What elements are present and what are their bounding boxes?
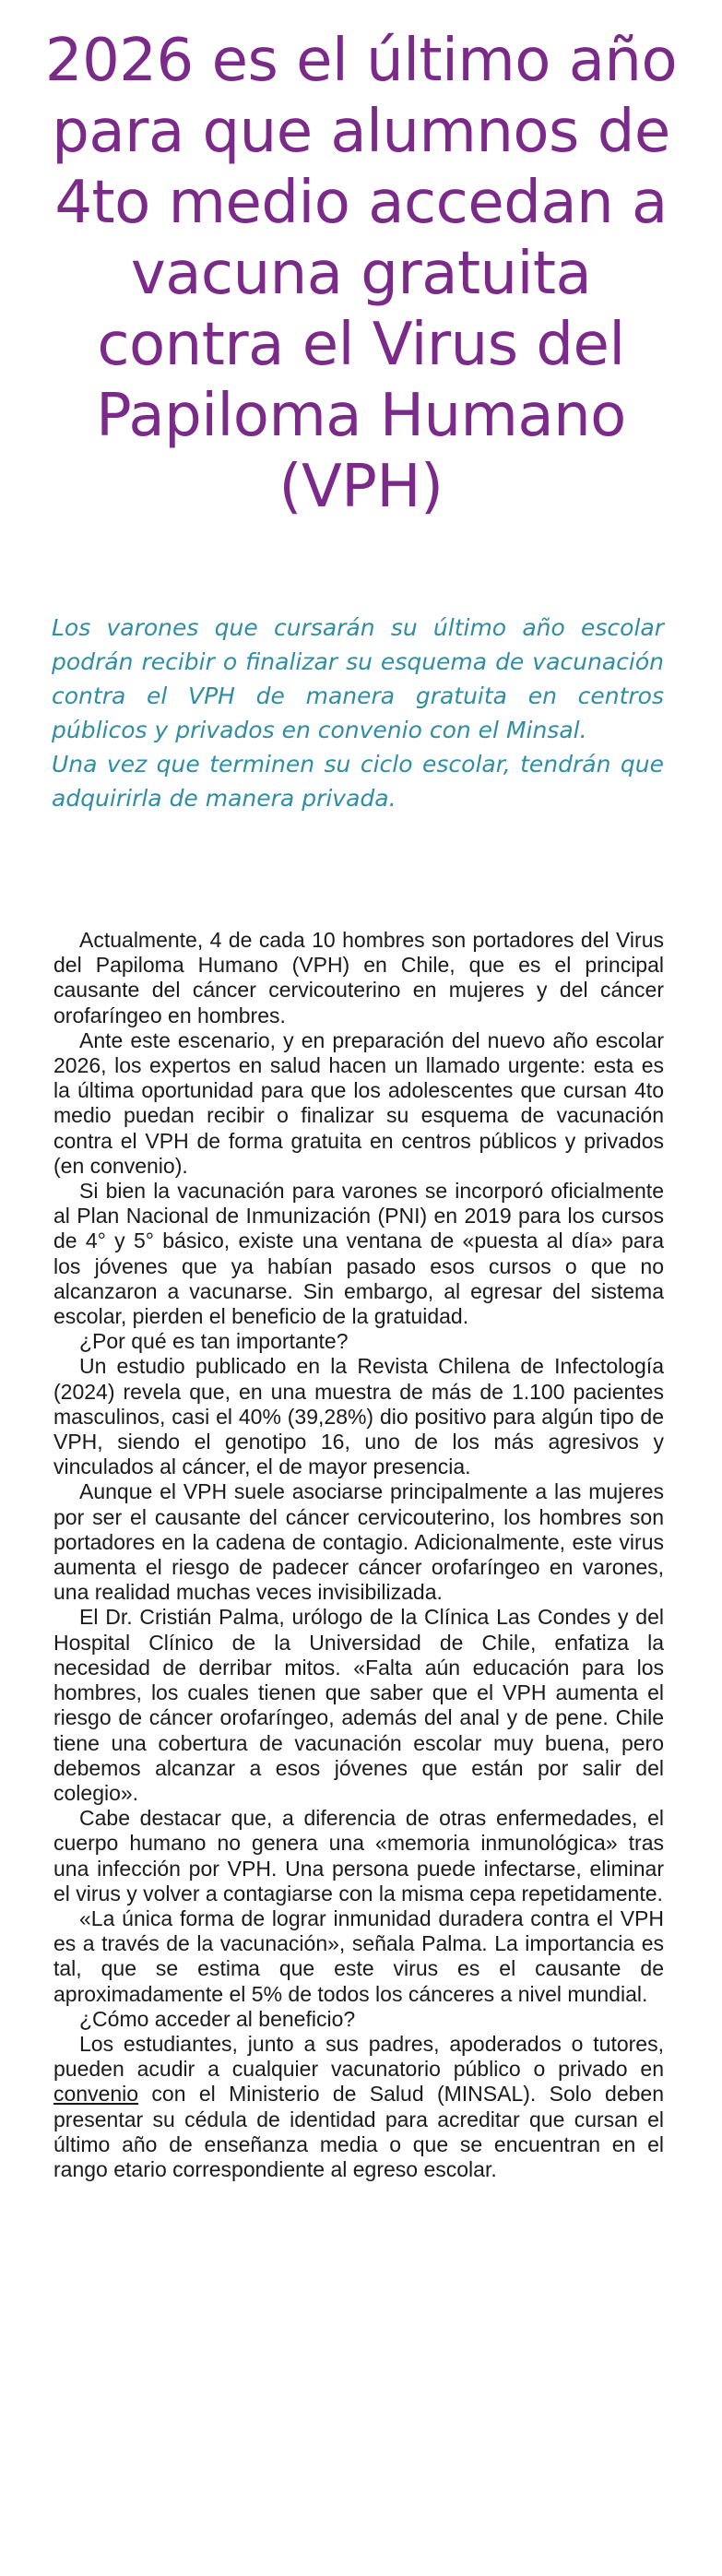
body-paragraph: Si bien la vacunación para varones se incorporó oficialmente al Plan Nacional de Inmunización (PNI) en 2019 para los cursos de 4° y 5° básico, existe una ventana de «puesta al día» para los jóvenes que ya habían pasado esos cursos o que no alcanzaron a vacunarse. Sin embargo, al egresar del sistema escolar, pierden el beneficio de la gratuidad. — [53, 1179, 664, 1329]
body-paragraph — [53, 2032, 664, 2182]
body-text: Los estudiantes, junto a sus padres, apoderados o tutores, pueden acudir a cualquier vacunatorio público o privado en — [53, 2031, 664, 2082]
article-body — [53, 928, 664, 2182]
body-paragraph: «La única forma de lograr inmunidad duradera contra el VPH es a través de la vacunación», señala Palma. La importancia es tal, que se estima que este virus es el causante de aproximadamente el 5% de todos los cánceres a nivel mundial. — [53, 1905, 664, 2006]
body-paragraph: Ante este escenario, y en preparación del nuevo año escolar 2026, los expertos en salud hacen un llamado urgente: esta es la última oportunidad para que los adolescentes que cursan 4to medio puedan recibir o finalizar su esquema de vacunación contra el VPH de forma gratuita en centros públicos y privados (en convenio). — [53, 1027, 664, 1178]
body-paragraph: Cabe destacar que, a diferencia de otras enfermedades, el cuerpo humano no genera una «memoria inmunológica» tras una infección por VPH. Una persona puede infectarse, eliminar el virus y volver a contagiarse con la misma cepa repetidamente. — [53, 1806, 664, 1905]
body-paragraph: Actualmente, 4 de cada 10 hombres son portadores del Virus del Papiloma Humano (VPH) en Chile, que es el principal causante del cáncer cervicouterino en mujeres y del cáncer orofaríngeo en hombres. — [53, 928, 664, 1027]
lead-summary — [52, 611, 664, 815]
lead-paragraph: Una vez que terminen su ciclo escolar, tendrán que adquirirla de manera privada. — [52, 751, 664, 812]
convenio-link[interactable]: convenio — [53, 2082, 139, 2107]
body-paragraph: El Dr. Cristián Palma, urólogo de la Clínica Las Condes y del Hospital Clínico de la Universidad de Chile, enfatiza la necesidad de derribar mitos. «Falta aún educación para los hombres, los cuales tienen que saber que el VPH aumenta el riesgo de cáncer orofaríngeo, además del anal y de pene. Chile tiene una cobertura de vacunación escolar muy buena, pero debemos alcanzar a esos jóvenes que están por salir del colegio». — [53, 1605, 664, 1805]
headline: 2026 es el último año para que alumnos de 4to medio accedan a vacuna gratuita contra el Virus del Papiloma Humano (VPH) — [44, 27, 678, 521]
section-subheading: ¿Por qué es tan importante? — [79, 1329, 349, 1354]
body-paragraph: Un estudio publicado en la Revista Chilena de Infectología (2024) revela que, en una muestra de más de 1.100 pacientes masculinos, casi el 40% (39,28%) dio positivo para algún tipo de VPH, siendo el genotipo 16, uno de los más agresivos y vinculados al cáncer, el de mayor presencia. — [53, 1354, 664, 1479]
body-paragraph: Aunque el VPH suele asociarse principalmente a las mujeres por ser el causante del cáncer cervicouterino, los hombres son portadores en la cadena de contagio. Adicionalmente, este virus aumenta el riesgo de padecer cáncer orofaríngeo en varones, una realidad muchas veces invisibilizada. — [53, 1479, 664, 1605]
body-text: con el Ministerio de Salud (MINSAL). Solo deben presentar su cédula de identidad para acreditar que cursan el último año de enseñanza media o que se encuentran en el rango etario correspondiente al egreso escolar. — [53, 2082, 664, 2181]
section-subheading: ¿Cómo acceder al beneficio? — [79, 2006, 356, 2031]
lead-paragraph: Los varones que cursarán su último año escolar podrán recibir o finalizar su esquema de vacunación contra el VPH de manera gratuita en centros públicos y privados en convenio con el Minsal. — [52, 614, 664, 743]
